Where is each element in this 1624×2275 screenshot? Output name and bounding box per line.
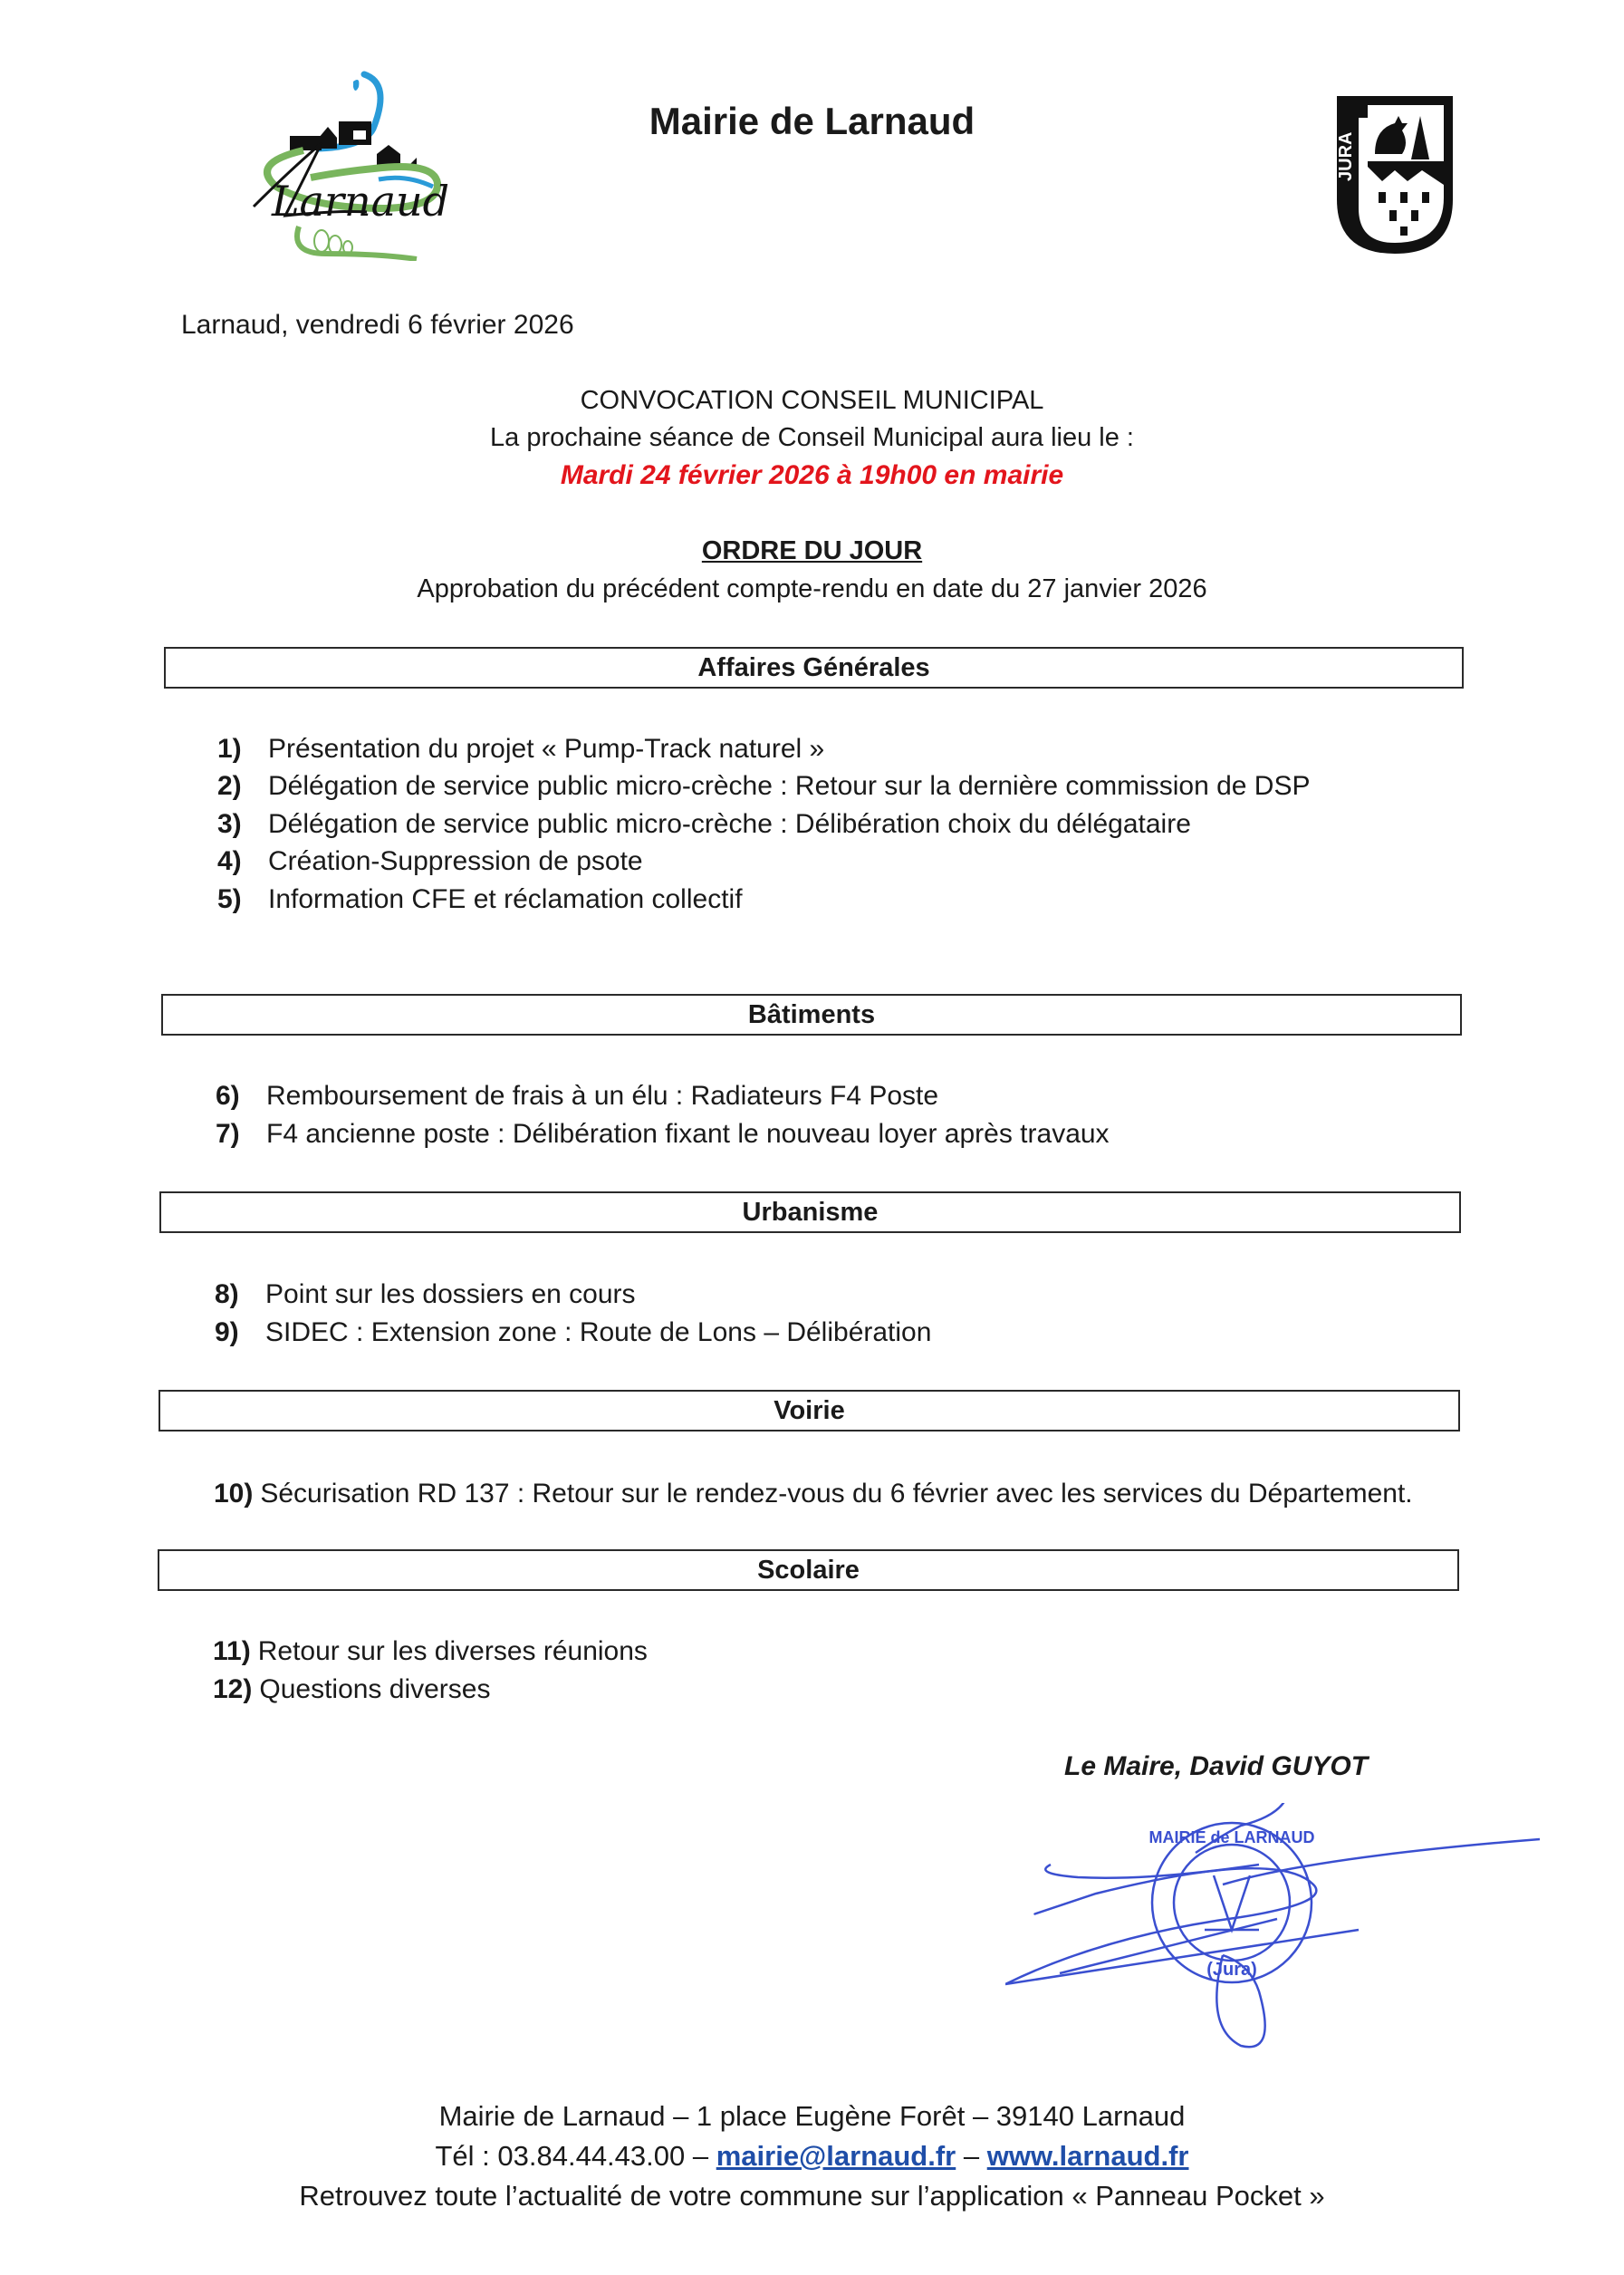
item-text: Information CFE et réclamation collectif: [268, 884, 743, 914]
item-text: Remboursement de frais à un élu : Radiateurs F4 Poste: [266, 1081, 939, 1111]
item-number: 6): [216, 1081, 240, 1111]
footer-phone: Tél : 03.84.44.43.00 –: [435, 2140, 716, 2172]
footer-address: Mairie de Larnaud – 1 place Eugène Forêt – 39140 Larnaud: [438, 2100, 1186, 2132]
section-header-voirie: Voirie: [159, 1390, 1460, 1432]
svg-text:(Jura): (Jura): [1206, 1960, 1257, 1980]
agenda-item: [215, 1279, 636, 1310]
agenda-item: [217, 771, 1311, 802]
signature-stamp-icon: [1005, 1803, 1549, 2075]
agenda-item: [217, 734, 824, 765]
item-number: 1): [217, 734, 242, 764]
item-text: Point sur les dossiers en cours: [265, 1279, 636, 1309]
convocation-intro: La prochaine séance de Conseil Municipal aura lieu le :: [490, 423, 1134, 452]
section-header-urbanisme: Urbanisme: [159, 1191, 1461, 1233]
item-number: 11): [213, 1636, 251, 1666]
item-text: F4 ancienne poste : Délibération fixant le nouveau loyer après travaux: [266, 1119, 1110, 1149]
website-link[interactable]: www.larnaud.fr: [986, 2140, 1189, 2172]
item-text: Présentation du projet « Pump-Track naturel »: [268, 734, 825, 764]
footer-contact: [0, 2140, 1624, 2173]
agenda-approval: Approbation du précédent compte-rendu en date du 27 janvier 2026: [417, 574, 1207, 603]
item-number: 9): [215, 1317, 239, 1347]
agenda-title: ORDRE DU JOUR: [701, 536, 923, 565]
agenda-item: [217, 846, 643, 877]
item-number: 4): [217, 846, 242, 876]
item-text: Retour sur les diverses réunions: [257, 1636, 648, 1666]
agenda-item: [213, 1636, 648, 1667]
item-number: 10): [214, 1479, 254, 1509]
item-text: Délégation de service public micro-crèche : Retour sur la dernière commission de DSP: [268, 771, 1311, 801]
item-text: Délégation de service public micro-crèche : Délibération choix du délégataire: [268, 809, 1191, 839]
agenda-item: [213, 1674, 490, 1705]
agenda-item: [217, 809, 1191, 840]
letter-date: Larnaud, vendredi 6 février 2026: [181, 310, 574, 340]
meeting-datetime: Mardi 24 février 2026 à 19h00 en mairie: [560, 460, 1064, 490]
section-header-scolaire: Scolaire: [158, 1549, 1459, 1591]
svg-text:MAIRIE de LARNAUD: MAIRIE de LARNAUD: [1148, 1828, 1315, 1846]
page-title: Mairie de Larnaud: [649, 100, 975, 142]
agenda-item: [216, 1081, 938, 1112]
section-header-affaires-generales: Affaires Générales: [164, 647, 1464, 689]
item-number: 7): [216, 1119, 240, 1149]
item-text: Questions diverses: [259, 1674, 491, 1704]
convocation-title: CONVOCATION CONSEIL MUNICIPAL: [580, 386, 1044, 415]
agenda-item: [217, 884, 743, 915]
mayor-signature-name: Le Maire, David GUYOT: [1064, 1751, 1369, 1781]
item-number: 3): [217, 809, 242, 839]
item-number: 12): [213, 1674, 253, 1704]
jura-coat-of-arms-icon: [1331, 91, 1458, 258]
svg-text:Larnaud: Larnaud: [272, 177, 450, 226]
item-text: Sécurisation RD 137 : Retour sur le rendez-vous du 6 février avec les services du Département.: [260, 1479, 1413, 1509]
email-link[interactable]: mairie@larnaud.fr: [716, 2140, 956, 2172]
item-text: SIDEC : Extension zone : Route de Lons – Délibération: [265, 1317, 932, 1347]
svg-text:JURA: JURA: [1336, 131, 1356, 181]
agenda-item: [215, 1317, 931, 1348]
item-number: 2): [217, 771, 242, 801]
agenda-item: [214, 1479, 1413, 1509]
footer-separator: –: [956, 2140, 987, 2172]
item-number: 8): [215, 1279, 239, 1309]
item-text: Création-Suppression de psote: [268, 846, 643, 876]
footer-app-notice: Retrouvez toute l’actualité de votre commune sur l’application « Panneau Pocket »: [299, 2180, 1325, 2212]
agenda-item: [216, 1119, 1110, 1150]
item-number: 5): [217, 884, 242, 914]
section-header-batiments: Bâtiments: [161, 994, 1462, 1036]
